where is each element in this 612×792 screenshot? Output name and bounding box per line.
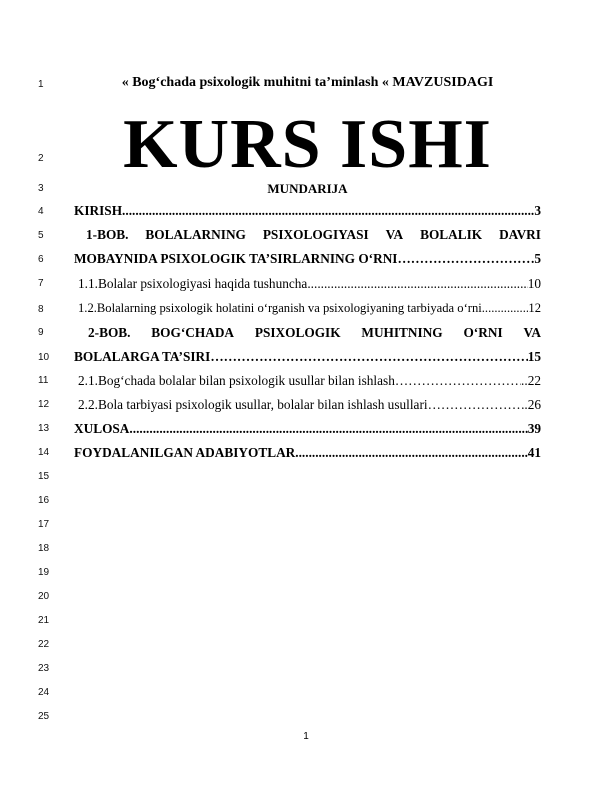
toc-page-number: 15 — [527, 349, 541, 364]
toc-entry-adabiyotlar[interactable] — [74, 445, 541, 461]
toc-entry-2-1[interactable] — [78, 373, 541, 389]
footer-page-number: 1 — [303, 731, 309, 742]
toc-entry-chapter-1[interactable] — [74, 227, 541, 243]
toc-word: BOLALARNING — [145, 227, 246, 242]
toc-word: BOLALIK — [420, 227, 483, 242]
toc-word: PSIXOLOGIYASI — [262, 227, 369, 242]
toc-label: FOYDALANILGAN ADABIYOTLAR — [74, 445, 296, 460]
line-number: 4 — [38, 206, 44, 217]
toc-word: O‘RNI — [463, 325, 503, 340]
toc-label: BOLALARGA TA’SIRI — [74, 349, 211, 364]
toc-word: PSIXOLOGIK — [254, 325, 341, 340]
toc-entry-2-2[interactable] — [78, 397, 541, 413]
dot-leader — [210, 349, 527, 365]
line-number: 5 — [38, 230, 44, 241]
line-number: 14 — [38, 447, 50, 458]
line-number: 23 — [38, 663, 50, 674]
toc-page-number: 39 — [527, 421, 541, 436]
line-number: 24 — [38, 687, 50, 698]
toc-word: BOG‘CHADA — [151, 325, 235, 340]
toc-entry-1-1[interactable] — [78, 276, 541, 292]
line-number: 7 — [38, 278, 44, 289]
dot-leader-empty — [488, 301, 528, 316]
toc-entry-kirish[interactable] — [74, 203, 541, 219]
line-number: 6 — [38, 254, 44, 265]
toc-entry-chapter-2[interactable] — [74, 325, 541, 341]
toc-label: 2.1.Bog‘chada bolalar bilan psixologik usullar bilan ishlash — [78, 373, 395, 388]
line-number: 10 — [38, 352, 50, 363]
document-title: KURS ISHI — [123, 106, 492, 183]
line-number: 13 — [38, 423, 50, 434]
line-number: 2 — [38, 153, 44, 164]
toc-word: DAVRI — [499, 227, 541, 242]
toc-label: 1.2.Bolalarning psixologik holatini o‘rganish va psixologiyaning tarbiyada o‘rni.. — [78, 301, 489, 315]
dot-leader — [428, 397, 525, 413]
toc-page-number: 10 — [527, 276, 541, 291]
line-number: 9 — [38, 327, 44, 338]
line-number: 25 — [38, 711, 50, 722]
line-number: 1 — [38, 79, 44, 90]
toc-word: VA — [523, 325, 541, 340]
toc-label: 1.1.Bolalar psixologiyasi haqida tushuncha — [78, 276, 308, 291]
toc-entry-chapter-2-cont[interactable] — [74, 349, 541, 365]
dot-leader — [395, 373, 521, 389]
toc-entry-xulosa[interactable] — [74, 421, 541, 437]
toc-word: VA — [385, 227, 404, 242]
toc-label: KIRISH — [74, 203, 123, 218]
toc-label: XULOSA — [74, 421, 130, 436]
dot-leader — [397, 251, 534, 267]
contents-heading: MUNDARIJA — [267, 181, 348, 196]
toc-word: 1-BOB. — [86, 227, 129, 242]
dot-leader — [307, 276, 527, 292]
line-number: 3 — [38, 183, 44, 194]
toc-entry-1-2[interactable] — [78, 301, 541, 316]
toc-page-number: 41 — [527, 445, 541, 460]
line-number: 8 — [38, 304, 44, 315]
dot-leader — [295, 445, 527, 461]
toc-page-number: .26 — [524, 397, 541, 412]
toc-page-number: 5 — [534, 251, 541, 266]
line-number: 16 — [38, 495, 50, 506]
line-number: 11 — [38, 375, 49, 386]
dot-leader — [129, 421, 527, 437]
line-number: 21 — [38, 615, 50, 626]
line-number: 12 — [38, 399, 50, 410]
toc-word: MUHITNING — [361, 325, 443, 340]
toc-page-number: 3 — [534, 203, 541, 218]
toc-label: 2.2.Bola tarbiyasi psixologik usullar, bolalar bilan ishlash usullari — [78, 397, 428, 412]
dot-leader — [122, 203, 534, 219]
toc-entry-chapter-1-cont[interactable] — [74, 251, 541, 267]
line-number: 20 — [38, 591, 50, 602]
line-number: 17 — [38, 519, 50, 530]
line-number: 18 — [38, 543, 50, 554]
toc-page-number: ..22 — [521, 373, 541, 388]
toc-word: 2-BOB. — [88, 325, 131, 340]
line-number: 22 — [38, 639, 50, 650]
topic-line: « Bog‘chada psixologik muhitni ta’minlash « MAVZUSIDAGI — [121, 75, 494, 90]
line-number: 19 — [38, 567, 50, 578]
line-number: 15 — [38, 471, 50, 482]
toc-page-number: 12 — [528, 301, 541, 315]
toc-label: MOBAYNIDA PSIXOLOGIK TA’SIRLARNING O‘RNI — [74, 251, 398, 266]
